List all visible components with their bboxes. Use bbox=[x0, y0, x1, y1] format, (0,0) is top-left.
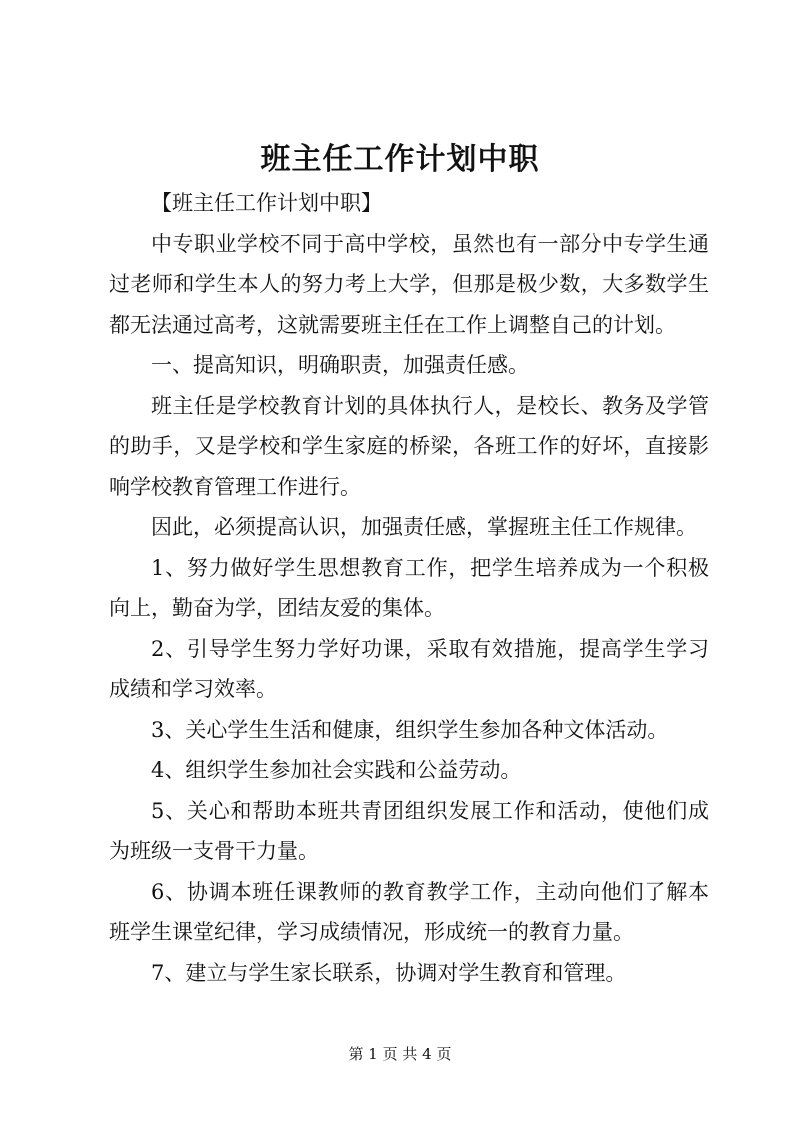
list-item-4: 4、组织学生参加社会实践和公益劳动。 bbox=[151, 758, 522, 782]
list-item-7: 7、建立与学生家长联系，协调对学生教育和管理。 bbox=[151, 960, 627, 985]
list-item-1: 1、努力做好学生思想教育工作，把学生培养成为一个积极向上，勤奋为学，团结友爱的集体。 bbox=[109, 555, 709, 620]
document-title: 班主任工作计划中职 bbox=[260, 142, 540, 177]
section-heading-1: 一、提高知识，明确职责，加强责任感。 bbox=[151, 353, 529, 377]
document-body bbox=[109, 183, 709, 993]
list-item-3: 3、关心学生生活和健康，组织学生参加各种文体活动。 bbox=[151, 717, 669, 742]
list-item-5: 5、关心和帮助本班共青团组织发展工作和活动，使他们成为班级一支骨干力量。 bbox=[109, 798, 709, 863]
paragraph-role: 班主任是学校教育计划的具体执行人，是校长、教务及学管的助手，又是学校和学生家庭的桥梁，各班工作的好坏，直接影响学校教育管理工作进行。 bbox=[109, 393, 709, 499]
list-item-2: 2、引导学生努力学好功课，采取有效措施，提高学生学习成绩和学习效率。 bbox=[109, 636, 709, 701]
paragraph-intro: 中专职业学校不同于高中学校，虽然也有一部分中专学生通过老师和学生本人的努力考上大学，但那是极少数，大多数学生都无法通过高考，这就需要班主任在工作上调整自己的计划。 bbox=[109, 231, 709, 337]
page-number-footer: 第 1 页 共 4 页 bbox=[348, 1045, 452, 1063]
paragraph-heading-tag: 【班主任工作计划中职】 bbox=[151, 191, 382, 215]
paragraph-therefore: 因此，必须提高认识，加强责任感，掌握班主任工作规律。 bbox=[151, 515, 697, 539]
list-item-6: 6、协调本班任课教师的教育教学工作，主动向他们了解本班学生课堂纪律，学习成绩情况，形成统一的教育力量。 bbox=[109, 879, 709, 944]
